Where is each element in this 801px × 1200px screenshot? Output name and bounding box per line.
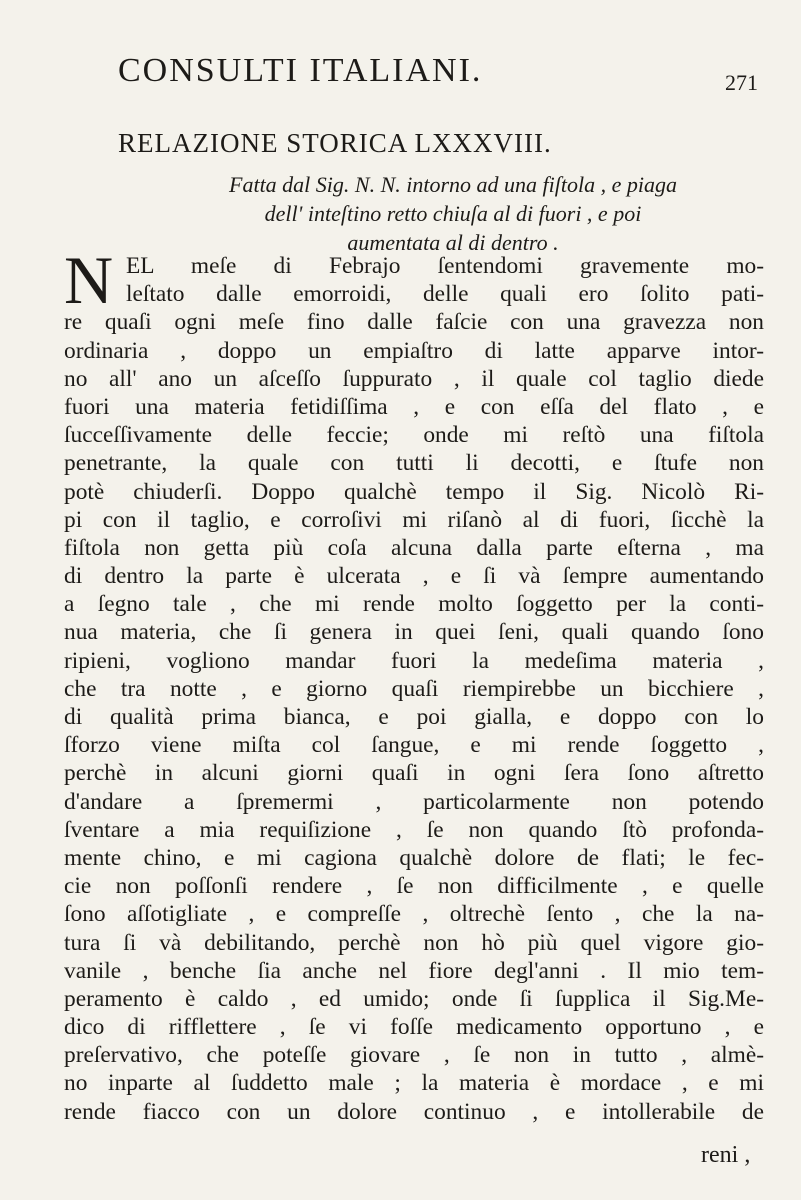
body-line: mente chino, e mi cagiona qualchè dolore de flati; le fec- [64,844,764,871]
body-line: cie non poſſonſi rendere , ſe non difficilmente , e quelle [64,873,764,900]
body-line: ordinaria , doppo un empiaſtro di latte apparve intor- [64,337,764,364]
body-line: che tra notte , e giorno quaſi riempirebbe un bicchiere , [64,675,764,702]
body-line: leſtato dalle emorroidi, delle quali ero ſolito pati- [126,281,764,308]
body-line: fiſtola non getta più coſa alcuna dalla parte eſterna , ma [64,534,764,561]
body-line: no all' ano un aſceſſo ſuppurato , il quale col taglio diede [64,365,764,392]
body-line: rende fiacco con un dolore continuo , e intollerabile de [64,1098,764,1125]
running-head: CONSULTI ITALIANI. [118,52,483,89]
drop-cap: N [64,242,114,318]
catchword: reni , [701,1142,751,1168]
body-line: re quaſi ogni meſe fino dalle faſcie con una gravezza non [64,309,764,336]
body-line: tura ſi và debilitando, perchè non hò più quel vigore gio- [64,929,764,956]
body-line: ſforzo viene miſta col ſangue, e mi rende ſoggetto , [64,732,764,759]
body-line: penetrante, la quale con tutti li decotti, e ſtufe non [64,450,764,477]
body-line: vanile , benche ſia anche nel fiore degl'anni . Il mio tem- [64,957,764,984]
subtitle-line: aumentata al di dentro . [347,230,559,255]
body-line: di qualità prima bianca, e poi gialla, e doppo con lo [64,704,764,730]
body-line: nua materia, che ſi genera in quei ſeni, quali quando ſono [64,619,764,646]
body-line: EL meſe di Febrajo ſentendomi gravemente mo- [126,253,764,279]
body-line: pi con il taglio, e corroſivi mi riſanò al di fuori, ſicchè la [64,506,764,533]
body-line: dico di rifflettere , ſe vi foſſe medicamento opportuno , e [64,1014,764,1041]
body-line: d'andare a ſpremermi , particolarmente non potendo [64,788,764,815]
body-line: no inparte al ſuddetto male ; la materia è mordace , e mi [64,1070,764,1097]
body-line: di dentro la parte è ulcerata , e ſi và ſempre aumentando [64,563,764,590]
body-line: ſventare a mia requiſizione , ſe non quando ſtò profonda- [64,816,764,843]
body-line: ſono aſſotigliate , e compreſſe , oltrechè ſento , che la na- [64,901,764,928]
body-line: peramento è caldo , ed umido; onde ſi ſupplica il Sig.Me- [64,985,764,1012]
body-line: ripieni, vogliono mandar fuori la medeſima materia , [64,647,764,674]
body-line: ſucceſſivamente delle feccie; onde mi reſtò una fiſtola [64,422,764,449]
subtitle [138,170,768,257]
body-line: potè chiuderſi. Doppo qualchè tempo il Sig. Nicolò Ri- [64,478,764,505]
page-number: 271 [725,70,758,95]
body-line: a ſegno tale , che mi rende molto ſoggetto per la conti- [64,591,764,618]
section-title: RELAZIONE STORICA LXXXVIII. [118,128,552,158]
subtitle-line: dell' inteſtino retto chiuſa al di fuori , e poi [264,201,642,226]
subtitle-line: Fatta dal Sig. N. N. intorno ad una fiſtola , e piaga [229,172,677,197]
body-line: preſervativo, che poteſſe giovare , ſe non in tutto , almè- [64,1042,764,1069]
body-line: fuori una materia fetidiſſima , e con eſſa del flato , e [64,393,764,420]
body-line: perchè in alcuni giorni quaſi in ogni ſera ſono aſtretto [64,760,764,787]
